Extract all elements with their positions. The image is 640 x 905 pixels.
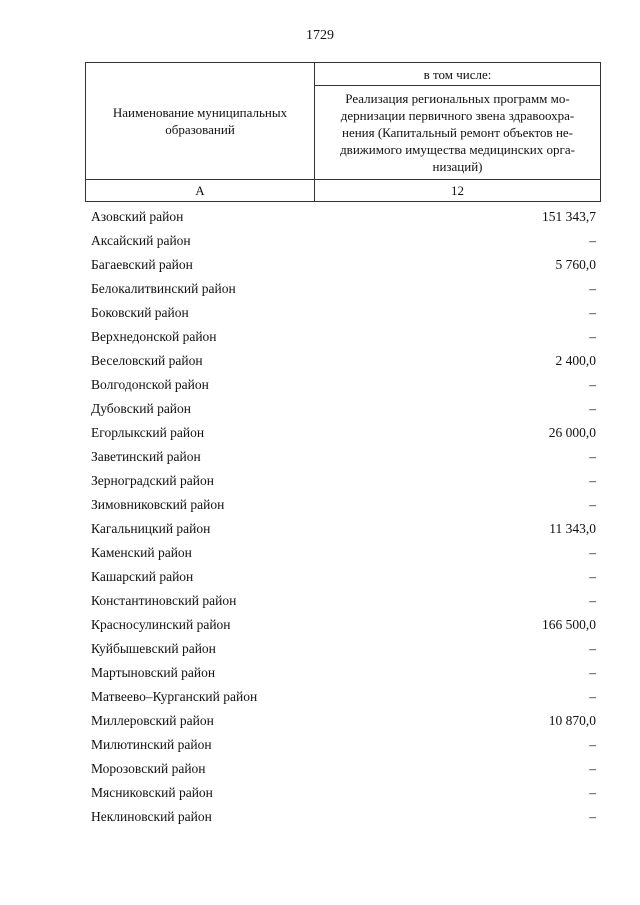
district-value: – — [589, 281, 596, 296]
district-value: – — [589, 233, 596, 248]
district-value: – — [589, 545, 596, 560]
table-row — [91, 277, 596, 301]
district-name: Матвеево–Курганский район — [91, 689, 258, 704]
district-value: – — [589, 473, 596, 488]
column-header-program-line: движимого имущества медицинских орга- — [340, 142, 575, 157]
district-name: Мартыновский район — [91, 665, 216, 680]
district-name: Мясниковский район — [91, 785, 213, 800]
district-name: Кагальницкий район — [91, 521, 211, 536]
district-value: – — [589, 401, 596, 416]
table-row — [91, 805, 596, 829]
column-header-program-line: Реализация региональных программ мо- — [345, 91, 570, 106]
district-value: – — [589, 761, 596, 776]
district-value: – — [589, 329, 596, 344]
district-name: Миллеровский район — [91, 713, 214, 728]
district-value: – — [589, 377, 596, 392]
district-value: – — [589, 809, 596, 824]
table-row — [91, 229, 596, 253]
column-header-program-line: дернизации первичного звена здравоохра- — [340, 108, 575, 123]
table-row — [91, 445, 596, 469]
table-row — [91, 541, 596, 565]
district-value: – — [589, 593, 596, 608]
table-row — [91, 709, 596, 733]
column-header-name: Наименование муниципальных образований — [86, 63, 315, 180]
table-row — [91, 469, 596, 493]
district-name: Верхнедонской район — [91, 329, 217, 344]
district-value: 151 343,7 — [542, 209, 596, 224]
table-row — [91, 661, 596, 685]
column-code-name: А — [86, 180, 315, 202]
district-value: – — [589, 641, 596, 656]
district-value: 11 343,0 — [549, 521, 596, 536]
column-header-program-line: низаций) — [432, 159, 483, 174]
table-header — [85, 62, 601, 202]
district-value: 10 870,0 — [548, 713, 596, 728]
district-value: 166 500,0 — [542, 617, 596, 632]
district-value: – — [589, 689, 596, 704]
district-name: Дубовский район — [91, 401, 192, 416]
district-value: – — [589, 305, 596, 320]
district-value: 26 000,0 — [548, 425, 596, 440]
district-name: Веселовский район — [91, 353, 203, 368]
column-code-value: 12 — [315, 180, 601, 202]
district-name: Белокалитвинский район — [91, 281, 236, 296]
district-name: Зимовниковский район — [91, 497, 225, 512]
district-name: Аксайский район — [91, 233, 191, 248]
table-row — [91, 205, 596, 229]
table-row — [91, 325, 596, 349]
table-row — [91, 301, 596, 325]
district-name: Неклиновский район — [91, 809, 212, 824]
table-row — [91, 685, 596, 709]
district-value: 2 400,0 — [555, 353, 596, 368]
district-name: Заветинский район — [91, 449, 201, 464]
table-row — [91, 349, 596, 373]
column-header-group: в том числе: — [315, 63, 601, 86]
district-name: Каменский район — [91, 545, 192, 560]
district-name: Константиновский район — [91, 593, 237, 608]
district-value: – — [589, 449, 596, 464]
district-value: – — [589, 665, 596, 680]
table-row — [91, 517, 596, 541]
district-name: Боковский район — [91, 305, 189, 320]
table-row — [91, 613, 596, 637]
table-row — [91, 757, 596, 781]
table-row — [91, 253, 596, 277]
district-list — [91, 205, 596, 829]
district-value: 5 760,0 — [555, 257, 596, 272]
district-name: Морозовский район — [91, 761, 206, 776]
district-name: Волгодонской район — [91, 377, 209, 392]
table-row — [91, 565, 596, 589]
district-name: Азовский район — [91, 209, 184, 224]
district-name: Красносулинский район — [91, 617, 231, 632]
page-number: 1729 — [306, 28, 334, 43]
district-name: Зерноградский район — [91, 473, 214, 488]
table-row — [91, 421, 596, 445]
district-value: – — [589, 785, 596, 800]
district-name: Кашарский район — [91, 569, 194, 584]
district-value: – — [589, 737, 596, 752]
table-row — [91, 733, 596, 757]
table-row — [91, 397, 596, 421]
column-header-program-line: нения (Капитальный ремонт объектов не- — [341, 125, 574, 140]
table-row — [91, 637, 596, 661]
district-name: Егорлыкский район — [91, 425, 205, 440]
district-value: – — [589, 497, 596, 512]
table-row — [91, 781, 596, 805]
district-name: Милютинский район — [91, 737, 212, 752]
table-row — [91, 589, 596, 613]
column-header-program — [315, 86, 601, 180]
table-row — [91, 493, 596, 517]
district-value: – — [589, 569, 596, 584]
district-name: Куйбышевский район — [91, 641, 216, 656]
district-name: Багаевский район — [91, 257, 193, 272]
table-row — [91, 373, 596, 397]
